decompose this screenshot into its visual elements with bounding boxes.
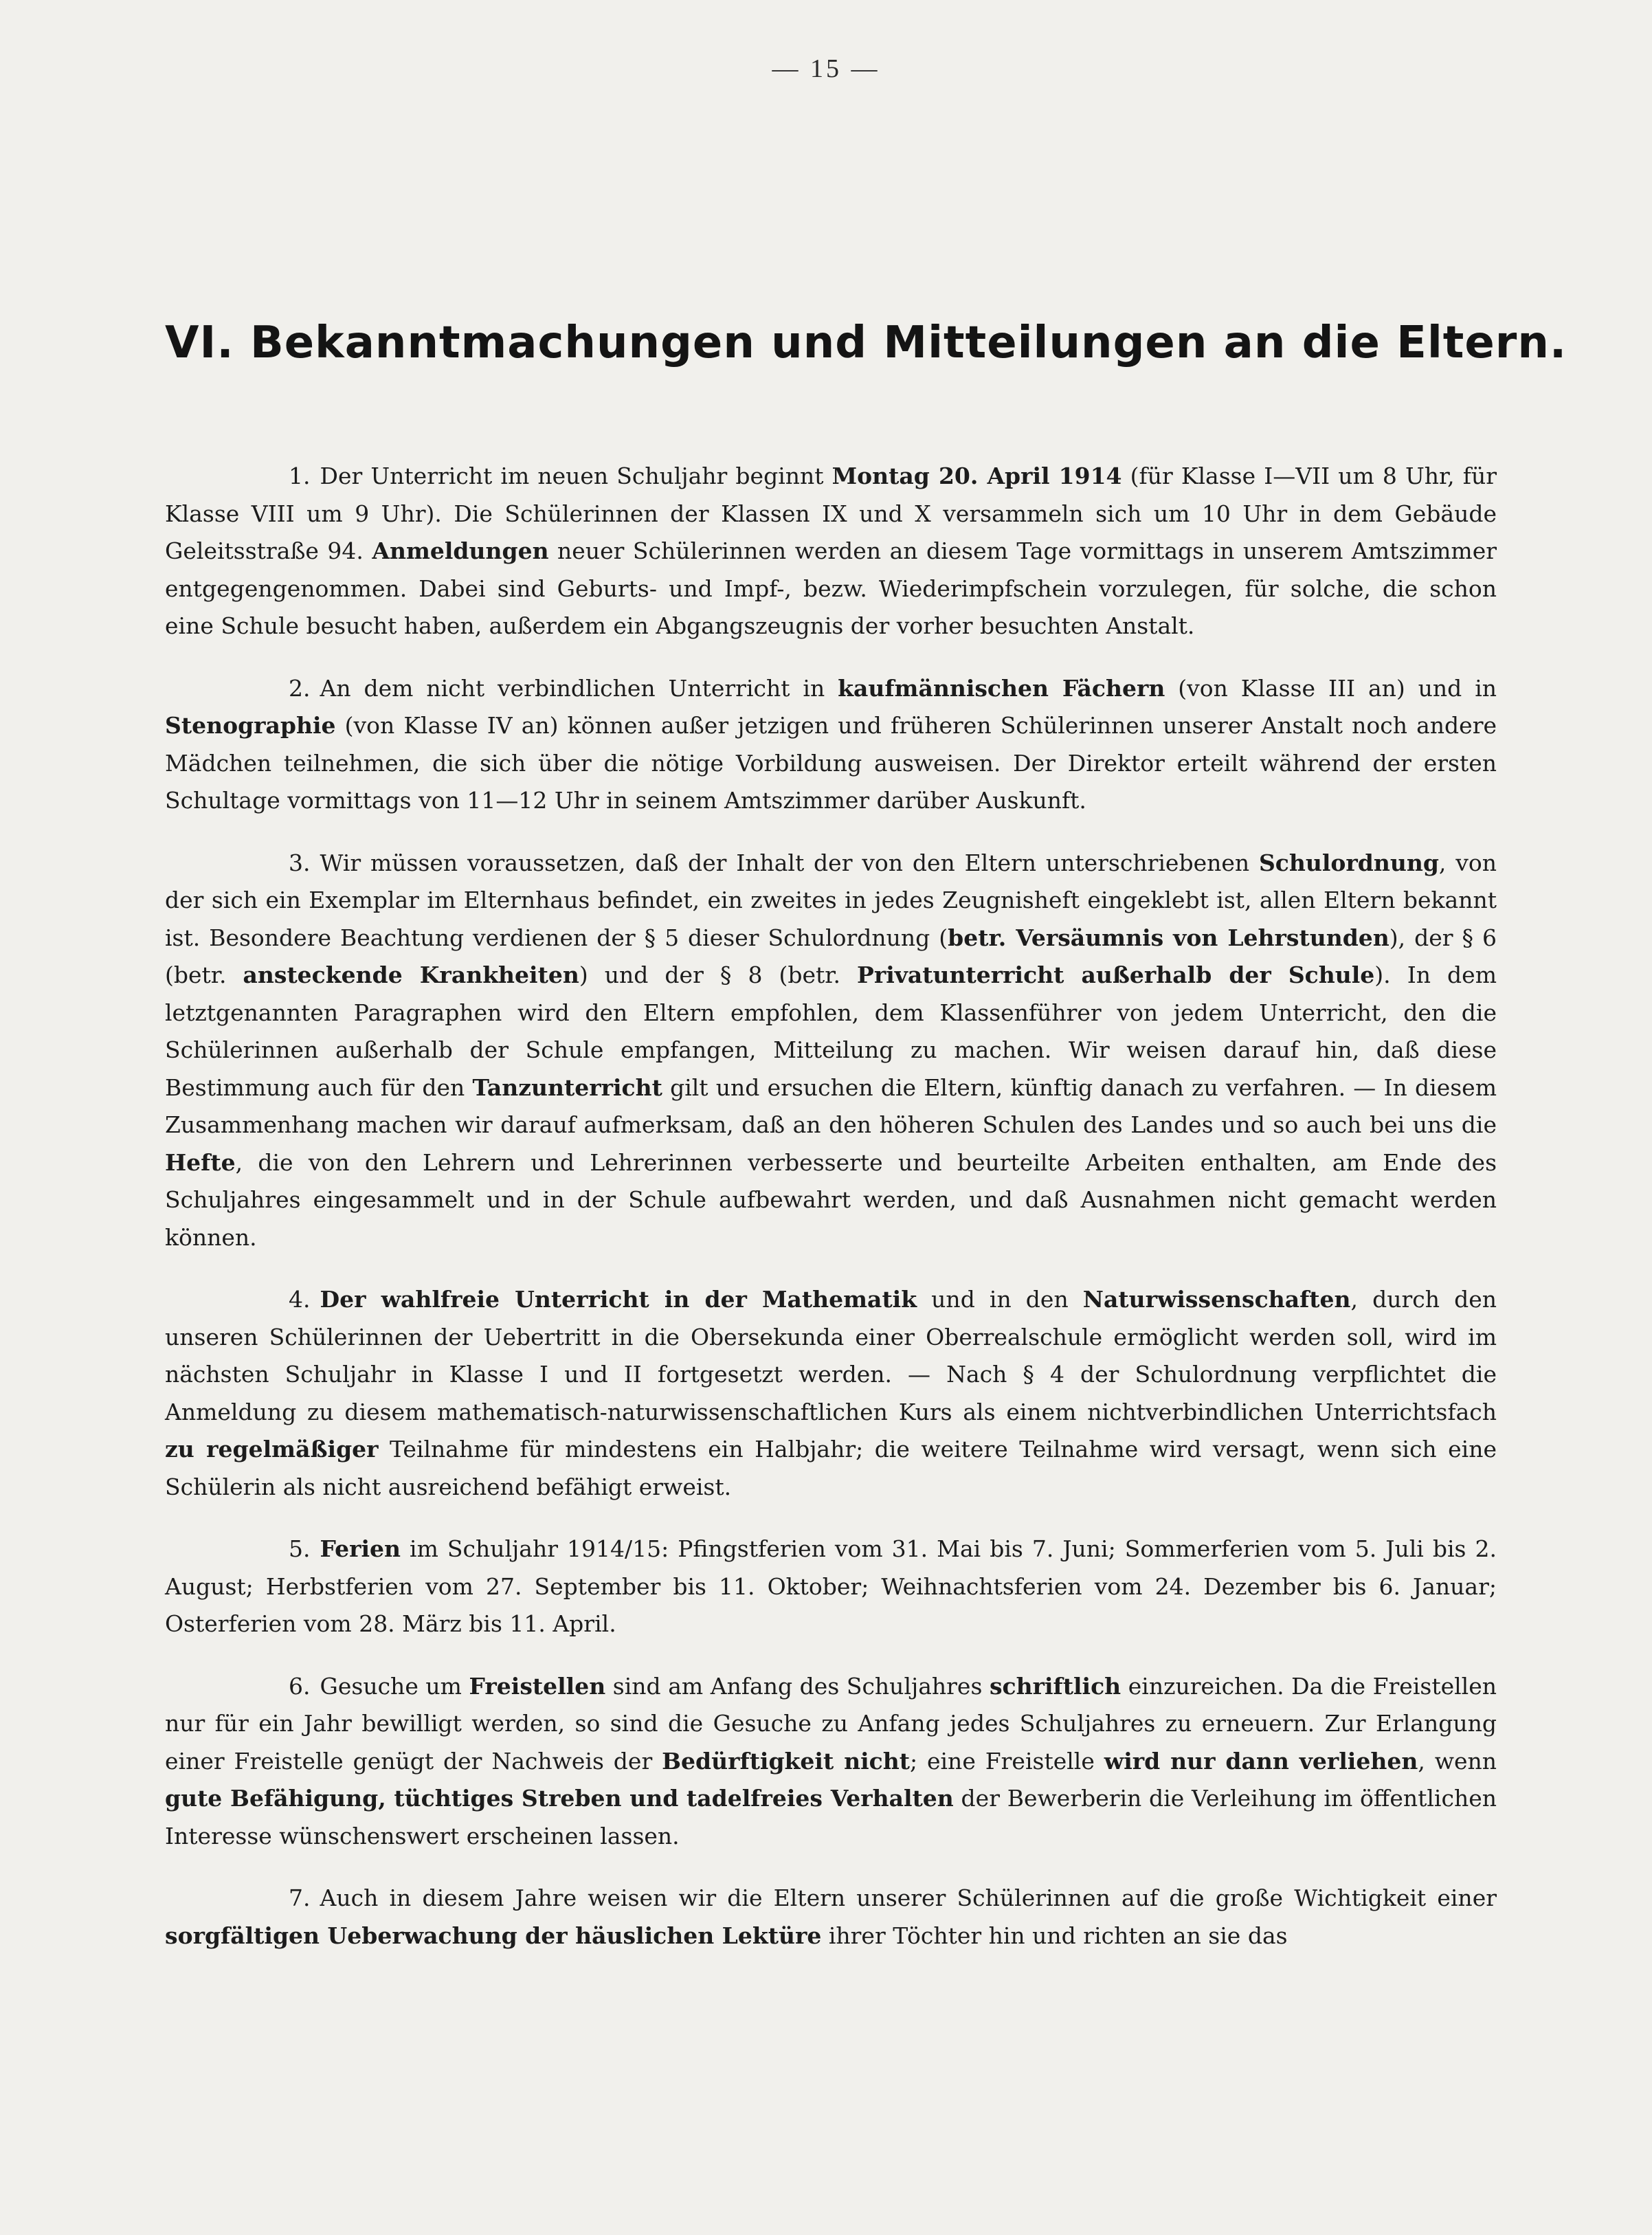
paragraph-7 [165, 1880, 1497, 1955]
paragraph-text: Auch in diesem Jahre weisen wir die Eltern unserer Schülerinnen auf die große Wichtigkeit einer [320, 1884, 1497, 1911]
paragraph-4 [165, 1281, 1497, 1506]
emphasized-text: schriftlich [989, 1672, 1121, 1700]
emphasized-text: betr. Versäumnis von Lehrstunden [948, 924, 1389, 951]
paragraph-5 [165, 1531, 1497, 1643]
paragraph-text: , die von den Lehrern und Lehrerinnen verbesserte und beurteilte Arbeiten enthalten, am Ende des Schuljahres eingesammelt und in der Schule aufbewahrt werden, und daß Ausnahmen nicht gemacht werden können. [165, 1148, 1497, 1251]
emphasized-text: Tanzunterricht [472, 1074, 662, 1101]
emphasized-text: sorgfältigen Ueberwachung der häuslichen Lektüre [165, 1922, 822, 1949]
emphasized-text: Schulordnung [1258, 849, 1439, 876]
paragraph-number: 4. [289, 1286, 311, 1313]
paragraph-text: (von Klasse IV an) können außer jetzigen und früheren Schülerinnen unserer Anstalt noch andere Mädchen teilnehmen, die sich über die nötige Vorbildung ausweisen. Der Direktor erteilt während der ersten Schultage vormittags von 11—12 Uhr in seinem Amtszimmer darüber Auskunft. [165, 712, 1497, 814]
emphasized-text: Freistellen [469, 1672, 606, 1700]
paragraph-text: ), der § 6 (betr. [165, 924, 1497, 988]
paragraph-1 [165, 458, 1497, 645]
body-text [165, 458, 1497, 1955]
emphasized-text: Anmeldungen [372, 537, 549, 564]
paragraph-text: ) und der § 8 (betr. [579, 961, 857, 988]
paragraph-text: Gesuche um [320, 1672, 469, 1700]
paragraph-text: neuer Schülerinnen werden an diesem Tage vormittags in unserem Amtszimmer entgegengenommen. Dabei sind Geburts- und Impf-, bezw. Wiederimpfschein vorzulegen, für solche, die schon eine Schule besucht haben, außerdem ein Abgangszeugnis der vorher besuchten Anstalt. [165, 537, 1497, 639]
emphasized-text: Montag 20. April 1914 [831, 463, 1122, 489]
paragraph-number: 5. [289, 1535, 311, 1562]
emphasized-text: Bedürftigkeit nicht [662, 1747, 910, 1775]
paragraph-3 [165, 845, 1497, 1257]
paragraph-text: (für Klasse I—VII um 8 Uhr, für Klasse VIII um 9 Uhr). Die Schülerinnen der Klassen IX und X versammeln sich um 10 Uhr in dem Gebäude Geleitsstraße 94. [165, 463, 1497, 564]
page-number: — 15 — [772, 54, 880, 83]
paragraph-text: Teilnahme für mindestens ein Halbjahr; die weitere Teilnahme wird versagt, wenn sich eine Schülerin als nicht ausreichend befähigt erweist. [165, 1436, 1497, 1500]
paragraph-text: , von der sich ein Exemplar im Elternhaus befindet, ein zweites in jedes Zeugnisheft eingeklebt ist, allen Eltern bekannt ist. Besondere Beachtung verdienen der § 5 dieser Schulordnung ( [165, 849, 1497, 951]
paragraph-text: An dem nicht verbindlichen Unterricht in [320, 674, 838, 702]
emphasized-text: zu regelmäßiger [165, 1436, 379, 1463]
paragraph-text: Wir müssen voraussetzen, daß der Inhalt der von den Eltern unterschriebenen [320, 849, 1259, 876]
emphasized-text: Privatunterricht außerhalb der Schule [857, 961, 1375, 988]
paragraph-text: der Bewerberin die Verleihung im öffentlichen Interesse wünschenswert erscheinen lassen. [165, 1785, 1497, 1849]
emphasized-text: Naturwissenschaften [1082, 1286, 1351, 1313]
paragraph-text: ). In dem letztgenannten Paragraphen wird den Eltern empfohlen, dem Klassenführer von jedem Unterricht, den die Schülerinnen außerhalb der Schule empfangen, Mitteilung zu machen. Wir weisen darauf hin, daß diese Bestimmung auch für den [165, 961, 1497, 1101]
paragraph-number: 7. [289, 1884, 311, 1911]
emphasized-text: gute Befähigung, tüchtiges Streben und tadelfreies Verhalten [165, 1785, 954, 1812]
paragraph-text: ihrer Töchter hin und richten an sie das [821, 1922, 1288, 1949]
paragraph-text: im Schuljahr 1914/15: Pfingstferien vom 31. Mai bis 7. Juni; Sommerferien vom 5. Juli bis 2. August; Herbstferien vom 27. September bis 11. Oktober; Weihnachtsferien vom 24. Dezember bis 6. Januar; Osterferien vom 28. März bis 11. April. [165, 1535, 1497, 1637]
paragraph-text: und in den [917, 1286, 1083, 1313]
paragraph-text: , durch den unseren Schülerinnen der Uebertritt in die Obersekunda einer Oberrealschule ermöglicht werden soll, wird im nächsten Schuljahr in Klasse I und II fortgesetzt werden. — Nach § 4 der Schulordnung verpflichtet die Anmeldung zu diesem mathematisch-naturwissenschaftlichen Kurs als einem nichtverbindlichen Unterrichtsfach [165, 1286, 1497, 1425]
paragraph-text: ; eine Freistelle [909, 1747, 1104, 1775]
emphasized-text: Hefte [165, 1148, 236, 1176]
emphasized-text: wird nur dann verliehen [1104, 1747, 1418, 1775]
paragraph-6 [165, 1668, 1497, 1856]
paragraph-text: sind am Anfang des Schuljahres [605, 1672, 990, 1700]
paragraph-2 [165, 670, 1497, 820]
paragraph-number: 2. [289, 674, 311, 702]
emphasized-text: kaufmännischen Fächern [838, 674, 1165, 702]
paragraph-number: 1. [289, 463, 311, 489]
paragraph-text: Der Unterricht im neuen Schuljahr beginnt [320, 463, 832, 489]
paragraph-text: einzureichen. Da die Freistellen nur für ein Jahr bewilligt werden, so sind die Gesuche zu Anfang jedes Schuljahres zu erneuern. Zur Erlangung einer Freistelle genügt der Nachweis der [165, 1672, 1497, 1775]
paragraph-text: , wenn [1418, 1747, 1497, 1775]
paragraph-number: 3. [289, 849, 311, 876]
emphasized-text: Ferien [320, 1535, 401, 1562]
emphasized-text: Der wahlfreie Unterricht in der Mathematik [320, 1286, 917, 1313]
paragraph-text: gilt und ersuchen die Eltern, künftig danach zu verfahren. — In diesem Zusammenhang machen wir darauf aufmerksam, daß an den höheren Schulen des Landes und so auch bei uns die [165, 1074, 1497, 1138]
emphasized-text: Stenographie [165, 712, 336, 739]
paragraph-text: (von Klasse III an) und in [1165, 674, 1497, 702]
emphasized-text: ansteckende Krankheiten [243, 961, 579, 988]
paragraph-number: 6. [289, 1672, 311, 1700]
section-heading: VI. Bekanntmachungen und Mitteilungen an die Eltern. [165, 318, 1567, 368]
